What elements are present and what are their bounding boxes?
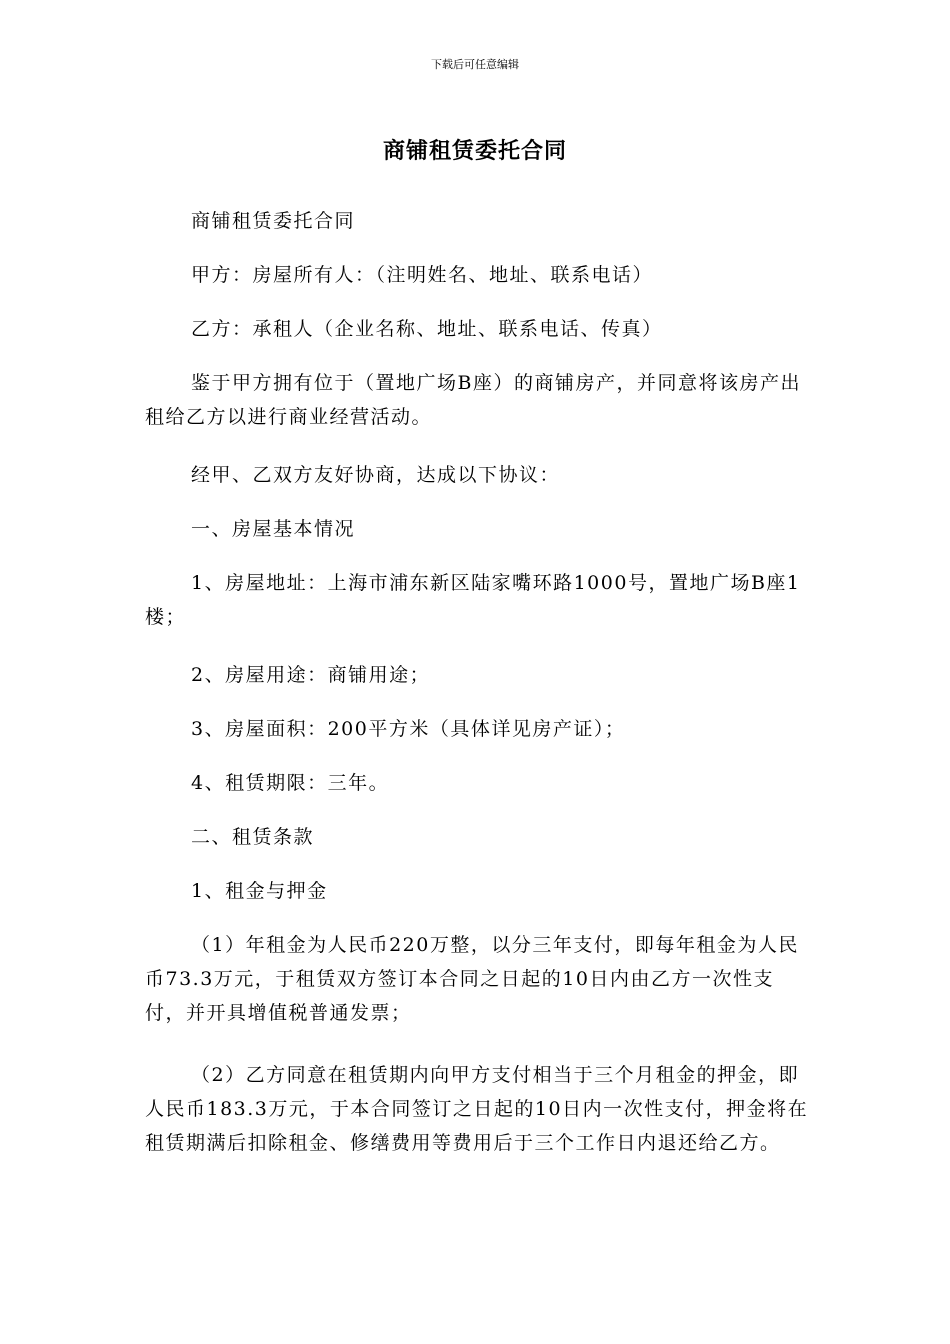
clause-annual-rent: （1）年租金为人民币220万整，以分三年支付，即每年租金为人民币73.3万元，于租赁双方签订本合同之日起的10日内由乙方一次性支付，并开具增值税普通发票；	[145, 934, 799, 1024]
paragraph-agreement-intro: 经甲、乙双方友好协商，达成以下协议：	[191, 464, 561, 486]
clause-usage: 2、房屋用途：商铺用途；	[191, 664, 431, 686]
section-heading-terms: 二、租赁条款	[191, 826, 315, 848]
clause-area: 3、房屋面积：200平方米（具体详见房产证）；	[191, 718, 626, 740]
clause-address: 1、房屋地址：上海市浦东新区陆家嘴环路1000号，置地广场B座1楼；	[145, 572, 801, 628]
paragraph-party-b: 乙方：承租人（企业名称、地址、联系电话、传真）	[191, 318, 663, 340]
subsection-rent-deposit: 1、租金与押金	[191, 880, 328, 902]
clause-deposit: （2）乙方同意在租赁期内向甲方支付相当于三个月租金的押金，即人民币183.3万元，于本合同签订之日起的10日内一次性支付，押金将在租赁期满后扣除租金、修缮费用等费用后于三个工作日内退还给乙方。	[145, 1064, 809, 1154]
paragraph-preamble: 鉴于甲方拥有位于（置地广场B座）的商铺房产，并同意将该房产出租给乙方以进行商业经营活动。	[145, 372, 801, 428]
paragraph-subtitle: 商铺租赁委托合同	[191, 210, 356, 232]
clause-term: 4、租赁期限：三年。	[191, 772, 390, 794]
paragraph-party-a: 甲方：房屋所有人：（注明姓名、地址、联系电话）	[191, 264, 654, 286]
document-title: 商铺租赁委托合同	[382, 139, 567, 164]
section-heading-property: 一、房屋基本情况	[191, 518, 356, 540]
header-note: 下载后可任意编辑	[431, 58, 519, 71]
